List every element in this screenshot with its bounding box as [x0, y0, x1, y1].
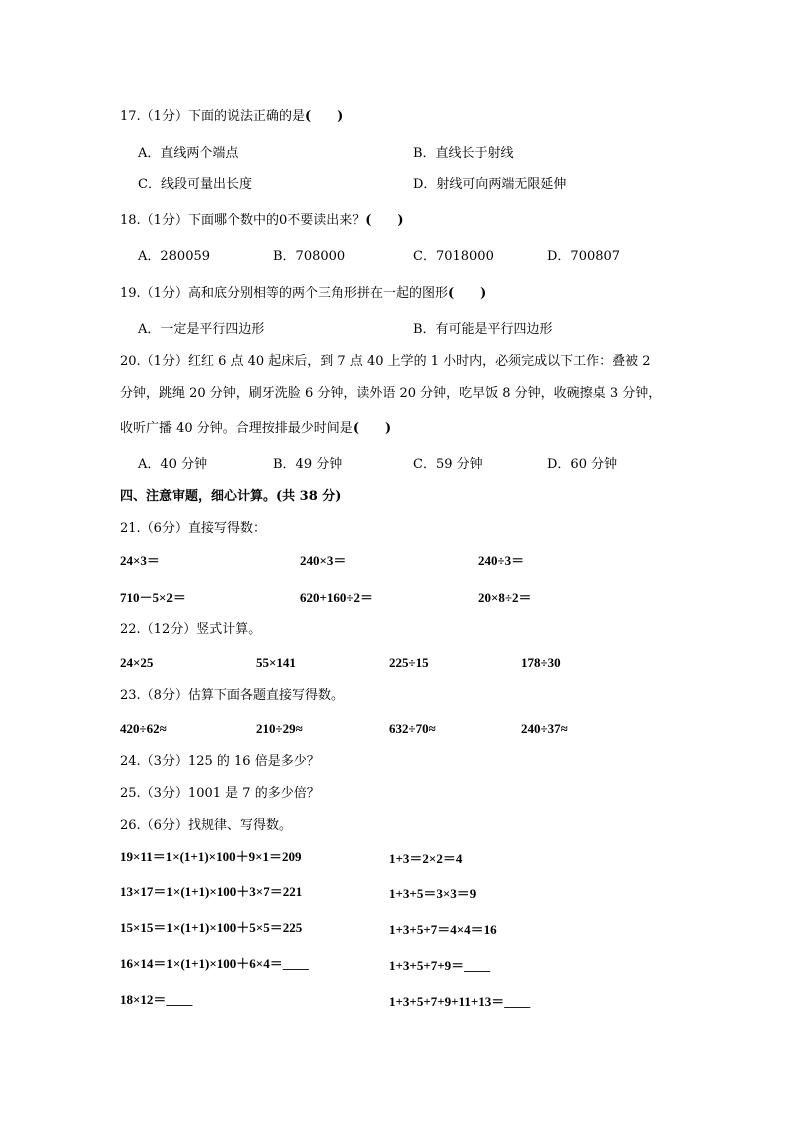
q21-item: 240÷3＝: [478, 553, 525, 568]
q20-option-a: A．40 分钟: [138, 457, 208, 472]
q24-stem: 24.（3分）125 的 16 倍是多少？: [120, 754, 320, 769]
q17-option-b: B．直线长于射线: [413, 146, 514, 161]
q18-answer-paren: ( ): [365, 213, 404, 228]
q21-stem: 21.（6分）直接写得数：: [120, 521, 266, 536]
section-heading: 四、注意审题，细心计算。(共 38 分): [120, 489, 342, 504]
q20-line-2: 分钟，跳绳 20 分钟，刷牙洗脸 6 分钟，读外语 20 分钟，吃早饭 8 分钟，收碗擦桌 3 分钟，: [120, 386, 662, 401]
q20-text: 收听广播 40 分钟。合理按排最少时间是: [120, 421, 353, 436]
q26-right-item: 1+3+5+7＝4×4＝16: [389, 922, 497, 937]
q19-answer-paren: ( ): [447, 286, 487, 301]
q17-option-d: D．射线可向两端无限延伸: [413, 177, 567, 192]
q23-stem: 23.（8分）估算下面各题直接写得数。: [120, 688, 344, 703]
q20-answer-paren: ( ): [352, 421, 392, 436]
q26-right-item: 1+3+5+7+9+11+13＝____: [389, 994, 531, 1009]
q20-line-1: 20.（1分）红红 6 点 40 起床后，到 7 点 40 上学的 1 小时内，必须完成以下工作：叠被 2: [120, 354, 651, 369]
q21-item: 20×8÷2＝: [478, 590, 532, 605]
q17-answer-paren: ( ): [304, 109, 344, 124]
q18-option-c: C．7018000: [413, 249, 494, 264]
q20-option-c: C．59 分钟: [413, 457, 483, 472]
q23-item: 210÷29≈: [256, 721, 303, 736]
q26-left-item: 18×12＝____: [120, 992, 193, 1007]
q22-item: 225÷15: [389, 655, 429, 670]
q21-item: 240×3＝: [300, 553, 347, 568]
q19-option-b: B．有可能是平行四边形: [413, 322, 553, 337]
q21-item: 710－5×2＝: [120, 590, 186, 605]
q26-right-item: 1+3+5＝3×3＝9: [389, 886, 477, 901]
q18-option-d: D．700807: [547, 249, 621, 264]
q23-item: 240÷37≈: [521, 721, 568, 736]
q18-text: 18.（1分）下面哪个数中的0不要读出来？: [120, 213, 366, 228]
q22-stem: 22.（12分）竖式计算。: [120, 622, 262, 637]
q18-option-a: A．280059: [138, 249, 211, 264]
q26-right-item: 1+3+5+7+9＝____: [389, 958, 491, 973]
q21-item: 24×3＝: [120, 553, 160, 568]
q17-stem: [120, 108, 343, 126]
q26-left-item: 15×15＝1×(1+1)×100＋5×5＝225: [120, 920, 303, 935]
q26-left-item: 19×11＝1×(1+1)×100＋9×1＝209: [120, 849, 302, 864]
q22-item: 178÷30: [521, 655, 561, 670]
q17-option-a: A．直线两个端点: [138, 146, 239, 161]
q19-option-a: A．一定是平行四边形: [138, 322, 265, 337]
q26-left-item: 16×14＝1×(1+1)×100＋6×4＝____: [120, 956, 309, 971]
q20-line-3: [120, 420, 391, 438]
q19-stem: [120, 285, 486, 303]
q25-stem: 25.（3分）1001 是 7 的多少倍？: [120, 786, 320, 801]
q17-option-c: C．线段可量出长度: [138, 177, 252, 192]
q17-text: 17.（1分）下面的说法正确的是: [120, 109, 305, 124]
q26-left-item: 13×17＝1×(1+1)×100＋3×7＝221: [120, 884, 303, 899]
q26-stem: 26.（6分）找规律、写得数。: [120, 818, 292, 833]
q18-stem: [120, 212, 404, 230]
q20-option-d: D．60 分钟: [547, 457, 618, 472]
q19-text: 19.（1分）高和底分别相等的两个三角形拼在一起的图形: [120, 286, 448, 301]
q20-option-b: B．49 分钟: [273, 457, 343, 472]
q22-item: 55×141: [256, 655, 296, 670]
q23-item: 632÷70≈: [389, 721, 436, 736]
q18-option-b: B．708000: [273, 249, 346, 264]
q23-item: 420÷62≈: [120, 721, 167, 736]
q21-item: 620+160÷2＝: [300, 590, 374, 605]
q26-right-item: 1+3＝2×2＝4: [389, 851, 463, 866]
q22-item: 24×25: [120, 655, 154, 670]
